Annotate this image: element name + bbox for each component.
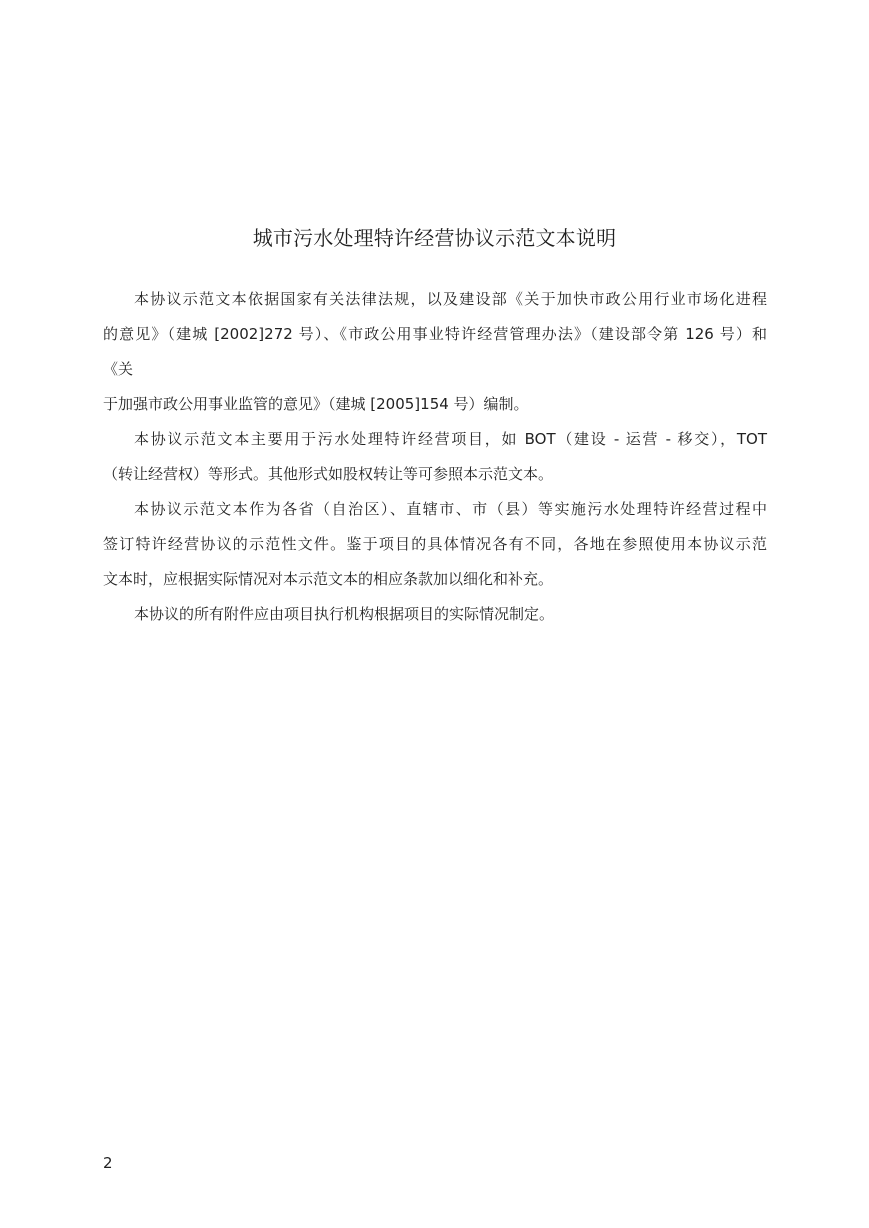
paragraph-line-4: 于加强市政公用事业监管的意见》（建城 [2005]154 号）编制。	[103, 395, 529, 413]
paragraph-line-7: 本协议示范文本作为各省（自治区）、直辖市、市（县）等实施污水处理特许经营过程中	[134, 500, 767, 518]
page-number: 2	[103, 1154, 113, 1172]
paragraph-line-6: （转让经营权）等形式。其他形式如股权转让等可参照本示范文本。	[103, 465, 554, 483]
document-body	[103, 285, 767, 635]
paragraph-line-8: 签订特许经营协议的示范性文件。鉴于项目的具体情况各有不同，各地在参照使用本协议示范	[103, 535, 767, 553]
document-title: 城市污水处理特许经营协议示范文本说明	[252, 226, 617, 250]
paragraph-line-9: 文本时，应根据实际情况对本示范文本的相应条款加以细化和补充。	[103, 570, 554, 588]
paragraph-line-10: 本协议的所有附件应由项目执行机构根据项目的实际情况制定。	[134, 605, 555, 623]
paragraph-line-1: 本协议示范文本依据国家有关法律法规，以及建设部《关于加快市政公用行业市场化进程	[134, 290, 767, 308]
paragraph-line-2: 的意见》（建城 [2002]272 号）、《市政公用事业特许经营管理办法》（建设部令第 126 号）和	[103, 325, 767, 343]
paragraph-line-5: 本协议示范文本主要用于污水处理特许经营项目，如 BOT（建设 - 运营 - 移交），TOT	[134, 430, 767, 448]
paragraph-line-3: 《关	[103, 360, 134, 378]
